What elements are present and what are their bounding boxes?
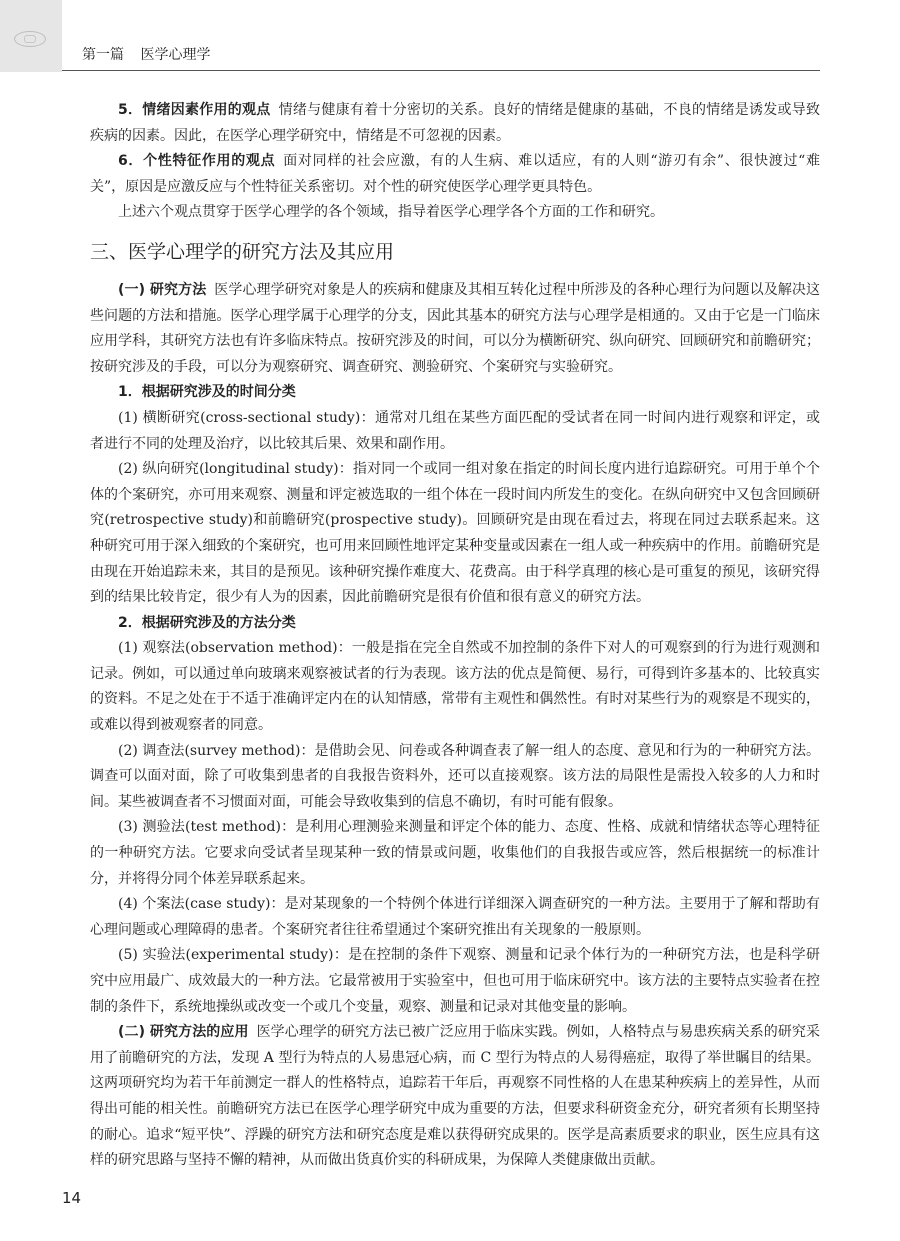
subheading-method-classification: 2．根据研究涉及的方法分类 [118,614,296,631]
personality-heading: 6．个性特征作用的观点 [118,153,276,170]
paragraph-methods-intro [90,278,820,380]
paragraph-case: (4) 个案法(case study)：是对某现象的一个特例个体进行详细深入调查研究的一种方法。主要用于了解和帮助有心理问题或心理障碍的患者。个案研究者往往希望通过个案研究推出有关现象的一般原则。 [90,896,820,938]
header-rule [62,70,820,71]
emotion-heading: 5．情绪因素作用的观点 [118,102,271,118]
paragraph-survey: (2) 调查法(survey method)：是借助会见、问卷或各种调查表了解一组人的态度、意见和行为的一种研究方法。调查可以面对面，除了可收集到患者的自我报告资料外，还可以直接观察。该方法的局限性是需投入较多的人力和时间。某些被调查者不习惯面对面，可能会导致收集到的信息不确切，有时可能有假象。 [90,742,820,810]
application-heading: (二) 研究方法的应用 [118,1024,249,1041]
publisher-logo [0,0,62,72]
paragraph-application [90,1020,820,1174]
header-part: 第一篇 [82,47,124,63]
paragraph-personality [90,149,820,200]
paragraph-longitudinal: (2) 纵向研究(longitudinal study)：指对同一个或同一组对象在指定的时间长度内进行追踪研究。可用于单个个体的个案研究，亦可用来观察、测量和评定被选取的一组个体在一段时间内所发生的变化。在纵向研究中又包含回顾研究(retrospective study)和前瞻研究(prospective study)。回顾研究是由现在看过去，将现在同过去联系起来。这种研究可用于深入细致的个案研究，也可用来回顾性地评定某种变量或因素在一组人或一种疾病中的作用。前瞻研究是由现在开始追踪未来，其目的是预见。该种研究操作难度大、花费高。由于科学真理的核心是可重复的预见，该研究得到的结果比较肯定，很少有人为的因素，因此前瞻研究是很有价值和很有意义的研究方法。 [90,461,820,606]
application-text: 医学心理学的研究方法已被广泛应用于临床实践。例如，人格特点与易患疾病关系的研究采用了前瞻研究的方法，发现 A 型行为特点的人易患冠心病，而 C 型行为特点的人易得癌症，取得了举世瞩目的结果。这两项研究均为若干年前测定一群人的性格特点，追踪若干年后，再观察不同性格的人在患某种疾病上的差异性，从而得出可能的相关性。前瞻研究方法已在医学心理学研究中成为重要的方法，但要求科研资金充分，研究者须有长期坚持的耐心。追求“短平快”、浮躁的研究方法和研究态度是难以获得研究成果的。医学是高素质要求的职业，医生应具有这样的研究思路与坚持不懈的精神，从而做出货真价实的科研成果，为保障人类健康做出贡献。 [90,1024,821,1169]
subheading-time-classification: 1．根据研究涉及的时间分类 [118,384,296,401]
header-title: 医学心理学 [140,47,211,63]
page-body [90,98,820,1174]
emotion-text: 情绪与健康有着十分密切的关系。良好的情绪是健康的基础，不良的情绪是诱发或导致疾病的因素。因此，在医学心理学研究中，情绪是不可忽视的因素。 [90,102,821,144]
page-number: 14 [62,1189,82,1207]
publisher-emblem-icon [14,31,46,47]
running-header [82,44,210,64]
section-heading: 三、医学心理学的研究方法及其应用 [90,240,395,263]
methods-text: 医学心理学研究对象是人的疾病和健康及其相互转化过程中所涉及的各种心理行为问题以及解决这些问题的方法和措施。医学心理学属于心理学的分支，因此其基本的研究方法与心理学是相通的。又由于它是一门临床应用学科，其研究方法也有许多临床特点。按研究涉及的时间，可以分为横断研究、纵向研究、回顾研究和前瞻研究；按研究涉及的手段，可以分为观察研究、调查研究、测验研究、个案研究与实验研究。 [90,281,821,375]
paragraph-summary: 上述六个观点贯穿于医学心理学的各个领域，指导着医学心理学各个方面的工作和研究。 [118,204,664,221]
paragraph-experimental: (5) 实验法(experimental study)：是在控制的条件下观察、测量和记录个体行为的一种研究方法，也是科学研究中应用最广、成效最大的一种方法。它最常被用于实验室中，但也可用于临床研究中。该方法的主要特点实验者在控制的条件下，系统地操纵或改变一个或几个变量，观察、测量和记录对其他变量的影响。 [90,947,820,1015]
paragraph-test: (3) 测验法(test method)：是利用心理测验来测量和评定个体的能力、态度、性格、成就和情绪状态等心理特征的一种研究方法。它要求向受试者呈现某种一致的情景或问题，收集他们的自我报告或应答，然后根据统一的标准计分，并将得分同个体差异联系起来。 [90,819,820,887]
methods-heading: (一) 研究方法 [118,281,207,298]
personality-text: 面对同样的社会应激，有的人生病、难以适应，有的人则“游刃有余”、很快渡过“难关”，原因是应激反应与个性特征关系密切。对个性的研究使医学心理学更具特色。 [90,153,820,195]
paragraph-emotion [90,98,820,149]
paragraph-cross-sectional: (1) 横断研究(cross-sectional study)：通常对几组在某些方面匹配的受试者在同一时间内进行观察和评定，或者进行不同的处理及治疗，以比较其后果、效果和副作用。 [90,409,820,452]
paragraph-observation: (1) 观察法(observation method)：一般是指在完全自然或不加控制的条件下对人的可观察到的行为进行观测和记录。例如，可以通过单向玻璃来观察被试者的行为表现。该方法的优点是简便、易行，可得到许多基本的、比较真实的资料。不足之处在于不适于准确评定内在的认知情感，常带有主观性和偶然性。有时对某些行为的观察是不现实的，或难以得到被观察者的同意。 [90,640,820,734]
